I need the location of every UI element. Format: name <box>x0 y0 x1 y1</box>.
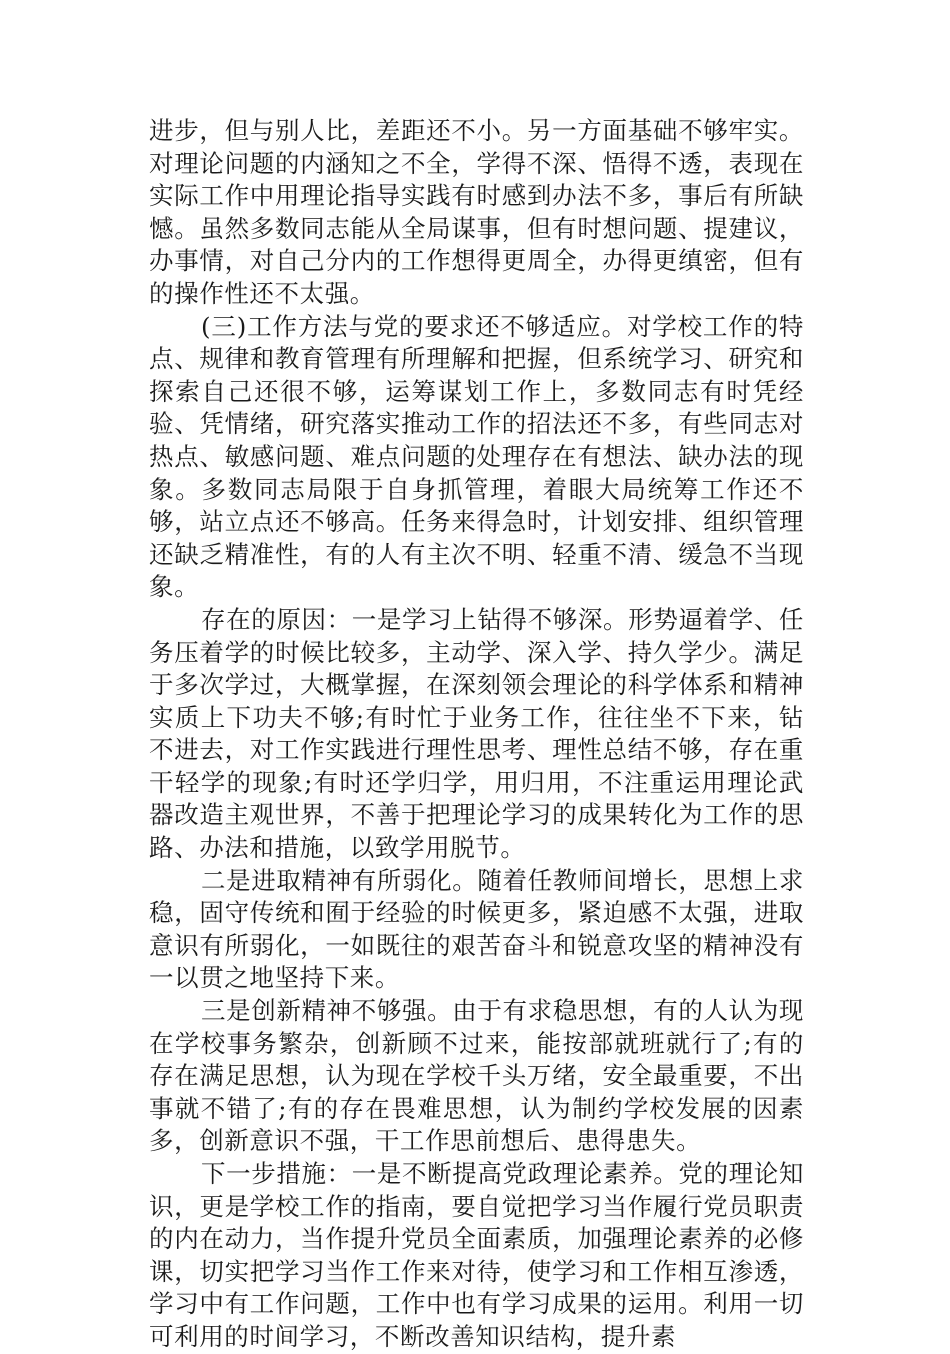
paragraph-5: 三是创新精神不够强。由于有求稳思想，有的人认为现在学校事务繁杂，创新顾不过来，能按部就班就行了;有的存在满足思想，认为现在学校千头万绪，安全最重要，不出事就不错了;有的存在畏难思想，认为制约学校发展的因素多，创新意识不强，干工作思前想后、患得患失。 <box>149 996 804 1156</box>
paragraph-3: 存在的原因：一是学习上钻得不够深。形势逼着学、任务压着学的时候比较多，主动学、深入学、持久学少。满足于多次学过，大概掌握，在深刻领会理论的科学体系和精神实质上下功夫不够;有时忙于业务工作，往往坐不下来，钻不进去，对工作实践进行理性思考、理性总结不够，存在重干轻学的现象;有时还学归学，用归用，不注重运用理论武器改造主观世界，不善于把理论学习的成果转化为工作的思路、办法和措施，以致学用脱节。 <box>149 604 804 863</box>
paragraph-4: 二是进取精神有所弱化。随着任教师间增长，思想上求稳，固守传统和囿于经验的时候更多，紧迫感不太强，进取意识有所弱化，一如既往的艰苦奋斗和锐意攻坚的精神没有一以贯之地坚持下来。 <box>149 865 804 993</box>
paragraph-2: (三)工作方法与党的要求还不够适应。对学校工作的特点、规律和教育管理有所理解和把握，但系统学习、研究和探索自己还很不够，运筹谋划工作上，多数同志有时凭经验、凭情绪，研究落实推动工作的招法还不多，有些同志对热点、敏感问题、难点问题的处理存在有想法、缺办法的现象。多数同志局限于自身抓管理，着眼大局统筹工作还不够，站立点还不够高。任务来得急时，计划安排、组织管理还缺乏精准性，有的人有主次不明、轻重不清、缓急不当现象。 <box>149 311 804 602</box>
paragraph-6: 下一步措施：一是不断提高党政理论素养。党的理论知识，更是学校工作的指南，要自觉把学习当作履行党员职责的内在动力，当作提升党员全面素质，加强理论素养的必修课，切实把学习当作工作来对待，使学习和工作相互渗透，学习中有工作问题，工作中也有学习成果的运用。利用一切可利用的时间学习，不断改善知识结构，提升素 <box>149 1159 804 1351</box>
paragraph-1: 进步，但与别人比，差距还不小。另一方面基础不够牢实。对理论问题的内涵知之不全，学得不深、悟得不透，表现在实际工作中用理论指导实践有时感到办法不多，事后有所缺憾。虽然多数同志能从全局谋事，但有时想问题、提建议，办事情，对自己分内的工作想得更周全，办得更缜密，但有的操作性还不太强。 <box>149 116 804 308</box>
document-body <box>149 115 804 1354</box>
